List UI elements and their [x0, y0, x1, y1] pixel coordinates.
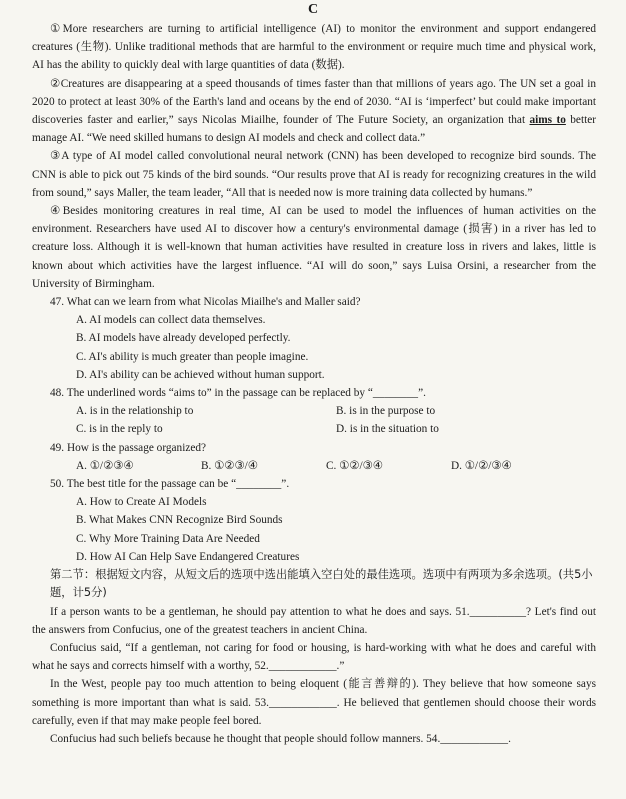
option-50-c: C. Why More Training Data Are Needed: [76, 532, 260, 545]
option-50-a: A. How to Create AI Models: [76, 496, 207, 509]
passage2-paragraph-4: Confucius had such beliefs because he thought that people should follow manners. 54.____________.: [50, 732, 511, 745]
option-47-d: D. AI's ability can be achieved without human support.: [76, 368, 325, 381]
underlined-words: aims to: [529, 114, 566, 127]
option-48-a: A. is in the relationship to: [76, 405, 194, 418]
question-49: 49. How is the passage organized?: [50, 441, 207, 454]
option-47-b: B. AI models have already developed perfectly.: [76, 332, 291, 345]
options-49: [76, 457, 596, 475]
option-48-c: C. is in the reply to: [76, 423, 163, 436]
passage-paragraph-1: ①More researchers are turning to artificial intelligence (AI) to monitor the environment and support endangered creatures (生物). Unlike traditional methods that are harmful to the environment or require much time and physical work, AI has the ability to quickly deal with large quantities of data (数据).: [32, 23, 596, 72]
passage2-paragraph-2: Confucius said, “If a gentleman, not caring for food or housing, is hard-working with what he does and careful with what he says and corrects himself with a worthy, 52.____________.”: [32, 641, 596, 673]
question-48: 48. The underlined words “aims to” in the passage can be replaced by “________”.: [50, 387, 426, 400]
option-50-d: D. How AI Can Help Save Endangered Creatures: [76, 550, 300, 563]
option-48-d: D. is in the situation to: [336, 423, 439, 436]
option-49-a: A. ①/②③④: [76, 459, 134, 472]
question-47: 47. What can we learn from what Nicolas Miailhe's and Maller said?: [50, 296, 361, 309]
passage2-paragraph-1: If a person wants to be a gentleman, he should pay attention to what he does and says. 51.__________? Let's find out the answers from Confucius, one of the greatest teachers in ancient China.: [32, 605, 596, 636]
section-two-instructions: 第二节：根据短文内容，从短文后的选项中选出能填入空白处的最佳选项。选项中有两项为多余选项。(共5小题，计5分): [50, 568, 593, 600]
option-47-c: C. AI's ability is much greater than people imagine.: [76, 350, 309, 363]
option-49-b: B. ①②③/④: [201, 459, 258, 472]
passage-paragraph-3: ③A type of AI model called convolutional neural network (CNN) has been developed to recognize bird sounds. The CNN is able to pick out 75 kinds of the bird sounds. “Our results prove that AI is ready for recognizing creatures in the wild from sound,” says Maller, the team leader, “All that is needed now is more training data collected by humans.”: [32, 150, 596, 199]
option-50-b: B. What Makes CNN Recognize Bird Sounds: [76, 514, 283, 527]
option-49-d: D. ①/②/③④: [451, 459, 512, 472]
option-47-a: A. AI models can collect data themselves.: [76, 314, 266, 327]
option-48-b: B. is in the purpose to: [336, 405, 436, 418]
passage-paragraph-2: ②Creatures are disappearing at a speed thousands of times faster than that millions of years ago. The UN set a goal in 2020 to protect at least 30% of the Earth's land and oceans by the end of 2030. “AI is ‘imperfect’ but could make important discoveries faster and earlier,” says Nicolas Miailhe, founder of The Future Society, an organization that aims to better manage AI. “We need skilled humans to design AI models and check and collect data.”: [32, 77, 596, 145]
section-letter: C: [307, 2, 319, 17]
passage2-paragraph-3: In the West, people pay too much attention to being eloquent (能言善辩的). They believe that how someone says something is more important than what is said. 53.____________. He believed that gentlemen should choose their words carefully, even if that may make people feel bored.: [32, 678, 596, 727]
passage-paragraph-4: ④Besides monitoring creatures in real time, AI can be used to model the influences of human activities on the environment. Researchers have used AI to discover how a century's environmental damage (损害) in a river has led to creature loss. Although it is well-known that human activities have resulted in creature loss in rivers and lakes, little is known about which activities have the largest influence. “AI will do soon,” says Luisa Orsini, a researcher from the University of Birmingham.: [32, 205, 596, 290]
option-49-c: C. ①②/③④: [326, 459, 383, 472]
options-48: [76, 402, 596, 438]
question-50: 50. The best title for the passage can be “________”.: [50, 478, 290, 491]
